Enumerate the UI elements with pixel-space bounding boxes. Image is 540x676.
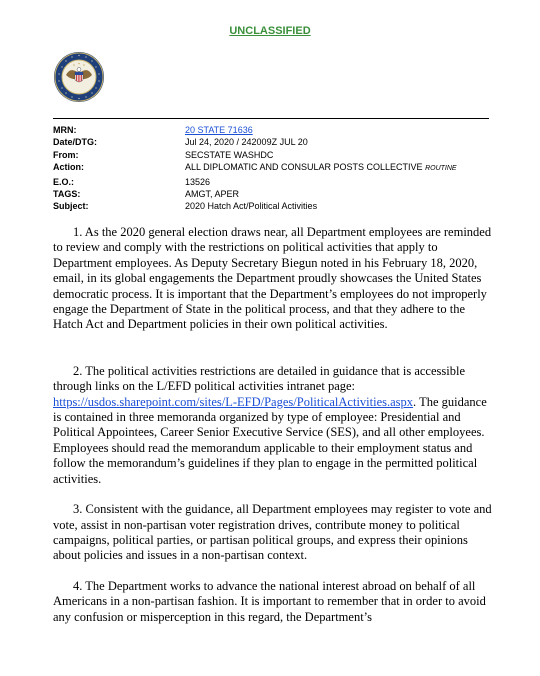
routine-precedence: ROUTINE	[425, 165, 457, 173]
metadata-key: MRN:	[53, 125, 77, 135]
paragraph-1: 1. As the 2020 general election draws near, all Department employees are reminded to review and comply with the restrictions on political activities that apply to Department employees. As Deputy Secretary Biegun noted in his February 18, 2020, email, in its global engagements the Department proudly showcases the United States democratic process. It is important that the Department’s employees do not improperly engage the Department of State in the political process, and that they adhere to the Hatch Act and Department policies in their own political activities.	[53, 225, 492, 332]
cable-body	[53, 225, 493, 625]
paragraph-4: 4. The Department works to advance the national interest abroad on behalf of all Americans in a non-partisan fashion. It is important to remember that in order to avoid any confusion or misperception in this regard, the Department’s	[53, 578, 486, 624]
paragraph-3: 3. Consistent with the guidance, all Department employees may register to vote and vote, assist in non-partisan voter registration drives, contribute money to political campaigns, political parties, or partisan political groups, and express their opinions about policies and issues in a non-partisan context.	[53, 502, 492, 563]
metadata-value: 13526	[185, 176, 211, 187]
metadata-row-date	[53, 136, 457, 148]
metadata-row-eo	[53, 176, 457, 188]
paragraph-2-text: 2. The political activities restrictions are detailed in guidance that is accessible through links on the L/EFD political activities intranet page:	[53, 363, 465, 394]
mrn-link[interactable]: 20 STATE 71636	[185, 125, 253, 135]
paragraph-2	[53, 364, 493, 487]
header-divider	[53, 118, 489, 119]
metadata-row-action	[53, 161, 457, 175]
metadata-key: Date/DTG:	[53, 137, 98, 148]
action-value: ALL DIPLOMATIC AND CONSULAR POSTS COLLECTIVE	[185, 162, 423, 173]
metadata-key: Action:	[53, 162, 84, 173]
political-activities-link[interactable]: https://usdos.sharepoint.com/sites/L-EFD/Pages/PoliticalActivities.aspx	[53, 394, 414, 409]
metadata-row-tags	[53, 188, 457, 200]
metadata-row-subject	[53, 200, 457, 212]
metadata-key: E.O.:	[53, 176, 75, 187]
department-of-state-seal-icon	[53, 51, 105, 103]
paragraph-2-text-continued: . The guidance is contained in three memoranda organized by type of employee: Presidential and Political Appointees, Career Senior Executive Service (SES), and all other employees. Employees should read the memorandum applicable to their employment status and follow the memorandum’s guidelines if they plan to engage in the permitted political activities.	[53, 394, 487, 486]
metadata-key: Subject:	[53, 201, 89, 212]
metadata-value: AMGT, APER	[185, 189, 240, 200]
classification-banner: UNCLASSIFIED	[229, 25, 311, 37]
metadata-value	[185, 161, 457, 175]
metadata-value: 2020 Hatch Act/Political Activities	[185, 201, 318, 212]
metadata-value: Jul 24, 2020 / 242009Z JUL 20	[185, 137, 308, 148]
metadata-value: SECSTATE WASHDC	[185, 149, 274, 160]
metadata-row-mrn	[53, 124, 457, 136]
metadata-key: From:	[53, 149, 79, 160]
metadata-row-from	[53, 149, 457, 161]
cable-metadata	[53, 124, 457, 213]
metadata-key: TAGS:	[53, 189, 81, 200]
